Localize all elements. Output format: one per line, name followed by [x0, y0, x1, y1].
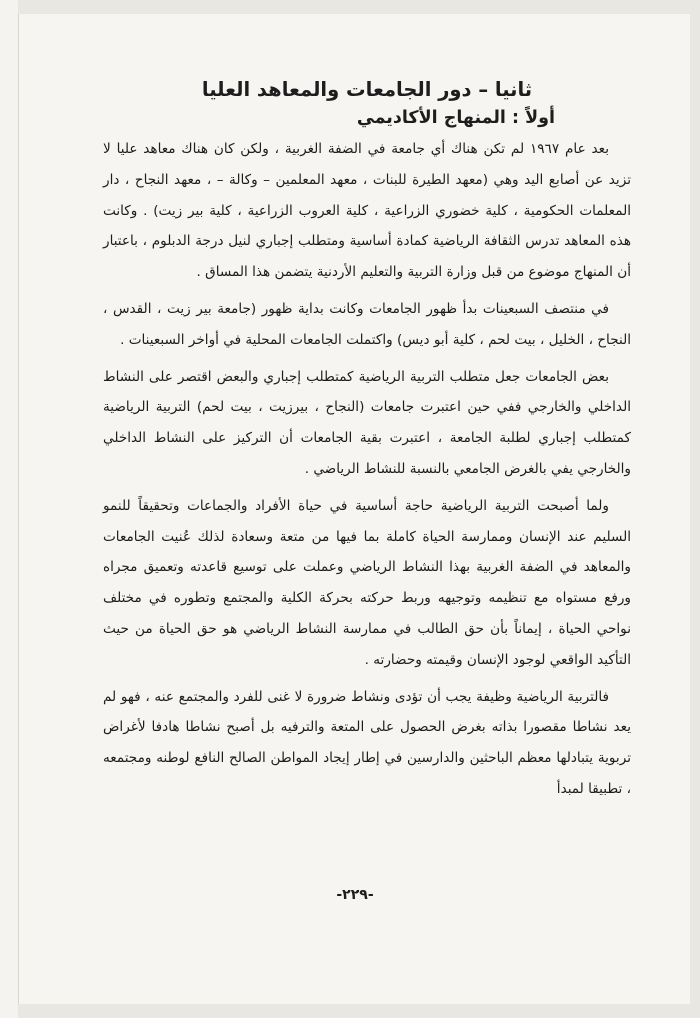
paragraph-4: ولما أصبحت التربية الرياضية حاجة أساسية في حياة الأفراد والجماعات وتحقيقاً للنمو السليم عند الإنسان وممارسة الحياة كاملة بما فيها من متعة وسعادة لذلك عُنيت الجامعات والمعاهد في الضفة الغربية بهذا النشاط الرياضي وعملت على توسيع قاعدته وتعميق مجراه ورفع مستواه مع تنظيمه وتوجيهه وربط حركته بحركة الكلية والمجتمع وتطوره في مختلف نواحي الحياة ، إيماناً بأن حق الطالب في ممارسة النشاط الرياضي هو حق الحياة من حيث التأكيد الواقعي لوجود الإنسان وقيمته وحضارته . — [103, 497, 631, 668]
paragraph-1: بعد عام ١٩٦٧ لم تكن هناك أي جامعة في الضفة الغربية ، ولكن كان هناك معاهد عليا لا تزيد عن أصابع اليد وهي (معهد الطيرة للبنات ، معهد المعلمين – وكالة – ، معهد النجاح ، دار المعلمات الحكومية ، كلية خضوري الزراعية ، كلية العروب الزراعية ، كلية بير زيت) . وكانت هذه المعاهد تدرس الثقافة الرياضية كمادة أساسية ومتطلب إجباري لنيل درجة الدبلوم ، باعتبار أن المنهاج موضوع من قبل وزارة التربية والتعليم الأردنية يتضمن هذا المساق . — [103, 141, 631, 281]
page-content — [103, 76, 631, 811]
paragraph-2: في منتصف السبعينات بدأ ظهور الجامعات وكانت بداية ظهور (جامعة بير زيت ، القدس ، النجاح ، الخليل ، بيت لحم ، كلية أبو ديس) واكتملت الجامعات المحلية في أواخر السبعينات . — [103, 300, 631, 348]
scan-margin — [0, 0, 18, 1018]
page-number: -٢٢٩- — [336, 887, 374, 903]
paragraph-3: بعض الجامعات جعل متطلب التربية الرياضية كمتطلب إجباري والبعض اقتصر على النشاط الداخلي والخارجي ففي حين اعتبرت جامعات (النجاح ، بيرزيت ، بيت لحم) التربية الرياضية كمتطلب إجباري لطلبة الجامعة ، اعتبرت بقية الجامعات أن التركيز على النشاط الداخلي والخارجي يفي بالغرض الجامعي بالنسبة للنشاط الرياضي . — [103, 368, 631, 477]
paragraph-5: فالتربية الرياضية وظيفة يجب أن تؤدى ونشاط ضرورة لا غنى للفرد والمجتمع عنه ، فهو لم يعد نشاطا مقصورا بذاته بغرض الحصول على المتعة والترفيه بل أصبح نشاطا هادفا لأغراض تربوية يتبادلها معظم الباحثين والدارسين في إطار إيجاد المواطن الصالح النافع لوطنه ومجتمعه ، تطبيقا لمبدأ — [103, 688, 631, 797]
section-subheading: أولاً : المنهاج الأكاديمي — [356, 108, 555, 128]
document-page — [18, 14, 690, 1004]
section-heading: ثانيا – دور الجامعات والمعاهد العليا — [201, 78, 533, 101]
